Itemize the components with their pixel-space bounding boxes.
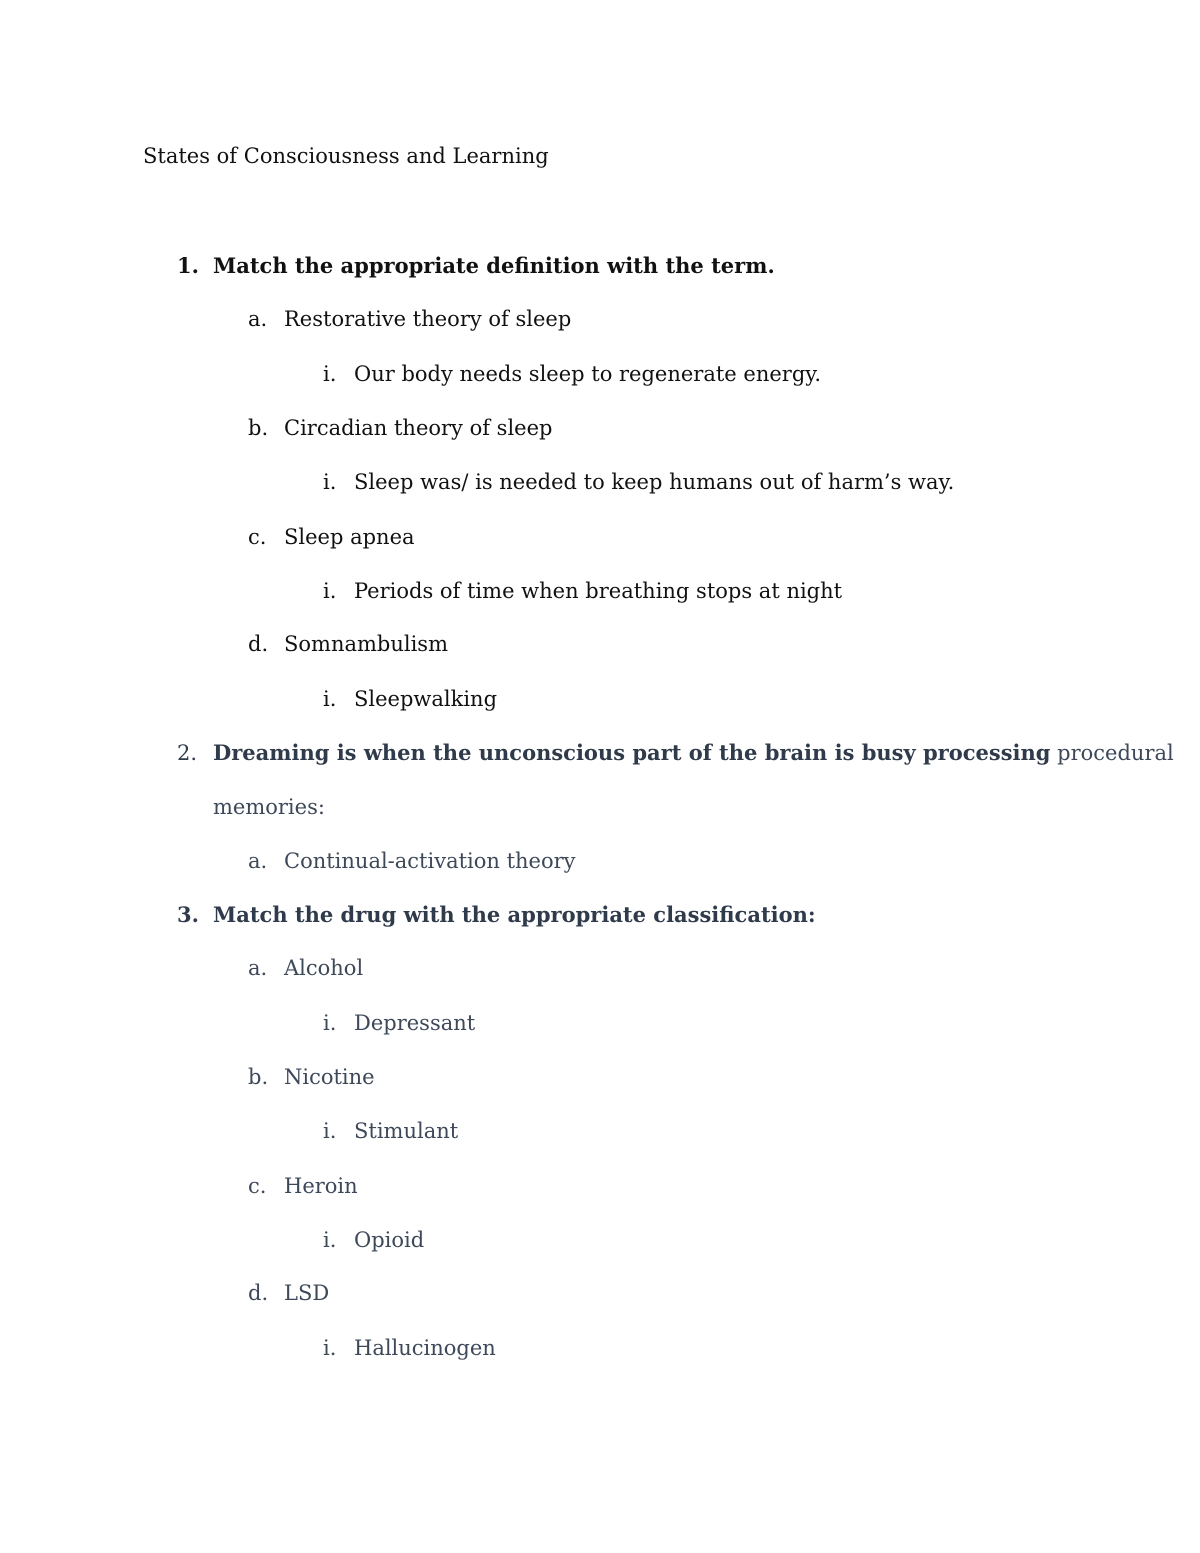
q1-prompt: Match the appropriate definition with the term. xyxy=(213,253,775,278)
q3-item-d-letter: d. xyxy=(248,1281,269,1305)
q2-answer-letter: a. xyxy=(248,849,268,873)
q3-item-c-letter: c. xyxy=(248,1174,267,1198)
q3-item-a-sub-marker: i. xyxy=(323,1011,337,1035)
q3-item-a-letter: a. xyxy=(248,956,268,980)
q2-number: 2. xyxy=(177,741,198,765)
q2-prompt-line1 xyxy=(213,738,1174,768)
q1-item-c-letter: c. xyxy=(248,525,267,549)
q1-item-a-definition: Our body needs sleep to regenerate energy. xyxy=(354,362,822,386)
q2-answer: Continual-activation theory xyxy=(284,849,576,873)
q1-item-b-sub-marker: i. xyxy=(323,470,337,494)
q1-item-c-definition: Periods of time when breathing stops at night xyxy=(354,579,843,603)
q1-item-c-term: Sleep apnea xyxy=(284,525,415,549)
q3-item-a-classification: Depressant xyxy=(354,1011,476,1035)
q3-item-d-classification: Hallucinogen xyxy=(354,1336,496,1360)
q3-number: 3. xyxy=(177,902,199,927)
q1-item-d-definition: Sleepwalking xyxy=(354,687,498,711)
q3-item-d-drug: LSD xyxy=(284,1281,330,1305)
q3-item-d-sub-marker: i. xyxy=(323,1336,337,1360)
q3-item-c-classification: Opioid xyxy=(354,1228,425,1252)
q3-item-b-drug: Nicotine xyxy=(284,1065,375,1089)
q1-item-d-sub-marker: i. xyxy=(323,687,337,711)
q1-item-a-term: Restorative theory of sleep xyxy=(284,307,572,331)
q1-item-d-letter: d. xyxy=(248,632,269,656)
q2-prompt-bold: Dreaming is when the unconscious part of the brain is busy processing xyxy=(213,740,1051,765)
q3-item-c-drug: Heroin xyxy=(284,1174,358,1198)
q3-item-b-classification: Stimulant xyxy=(354,1119,459,1143)
q3-item-b-sub-marker: i. xyxy=(323,1119,337,1143)
q1-item-a-letter: a. xyxy=(248,307,268,331)
q2-prompt-rest: procedural xyxy=(1050,741,1174,765)
q3-item-b-letter: b. xyxy=(248,1065,269,1089)
q1-item-b-definition: Sleep was/ is needed to keep humans out of harm’s way. xyxy=(354,470,955,494)
q1-number: 1. xyxy=(177,253,199,278)
q2-prompt-line2: memories: xyxy=(213,795,325,819)
q3-prompt: Match the drug with the appropriate classification: xyxy=(213,902,816,927)
q1-item-b-letter: b. xyxy=(248,416,269,440)
q3-item-a-drug: Alcohol xyxy=(284,956,364,980)
document-title: States of Consciousness and Learning xyxy=(143,144,549,168)
q1-item-d-term: Somnambulism xyxy=(284,632,448,656)
q1-item-b-term: Circadian theory of sleep xyxy=(284,416,553,440)
q3-item-c-sub-marker: i. xyxy=(323,1228,337,1252)
q1-item-a-sub-marker: i. xyxy=(323,362,337,386)
q1-item-c-sub-marker: i. xyxy=(323,579,337,603)
